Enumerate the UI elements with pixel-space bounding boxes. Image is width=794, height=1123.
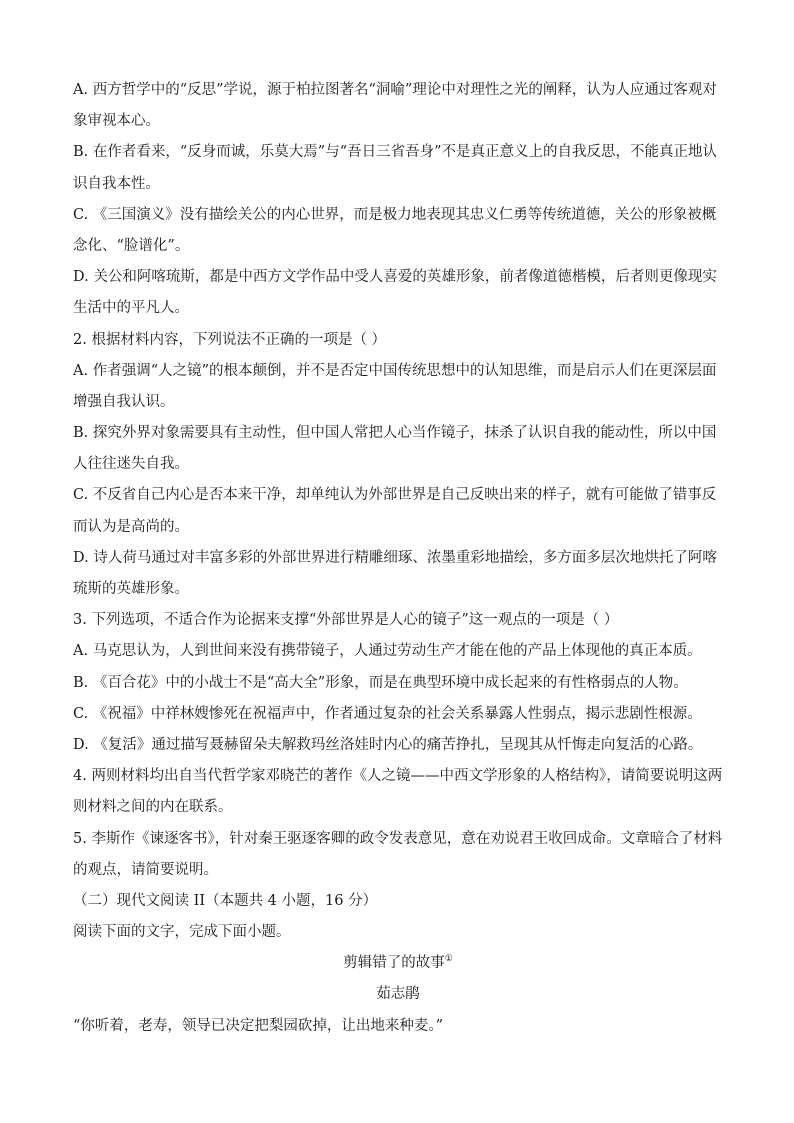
- document-body: [73, 75, 723, 1042]
- text-line: 琉斯的英雄形象。: [73, 581, 189, 597]
- question-2-stem: 2. 根据材料内容，下列说法不正确的一项是（ ）: [73, 331, 387, 348]
- text-line: 象审视本心。: [73, 113, 160, 130]
- text-line: B. 《百合花》中的小战士不是“高大全”形象，而是在典型环境中成长起来的有性格弱点的人物。: [73, 674, 688, 691]
- question-5-stem: 5. 李斯作《谏逐客书》，针对秦王驱逐客卿的政令发表意见，意在劝说君王收回成命。文章暗合了材料: [73, 830, 723, 847]
- text-line: C. 不反省自己内心是否本来干净，却单纯认为外部世界是自己反映出来的样子，就有可能做了错事反: [73, 487, 717, 504]
- text-line: C. 《祝福》中祥林嫂惨死在祝福声中，作者通过复杂的社会关系暴露人性弱点，揭示悲剧性根源。: [73, 705, 702, 722]
- text-line: 的观点，请简要说明。: [73, 861, 218, 878]
- text-line: 而认为是高尚的。: [73, 518, 189, 535]
- text-line: 识自我本性。: [73, 175, 160, 192]
- text-line: A. 西方哲学中的“反思”学说，源于柏拉图著名“洞喻”理论中对理性之光的阐释，认为人应通过客观对: [73, 82, 717, 98]
- text-line: C. 《三国演义》没有描绘关公的内心世界，而是极力地表现其忠义仁勇等传统道德，关公的形象被概: [73, 206, 717, 223]
- text-line: D. 诗人荷马通过对丰富多彩的外部世界进行精雕细琢、浓墨重彩地描绘，多方面多层次地烘托了阿喀: [73, 549, 717, 566]
- text-line: 念化、“脸谱化”。: [73, 237, 190, 254]
- section-heading: （二）现代文阅读 II（本题共 4 小题，16 分）: [73, 892, 378, 909]
- footnote-mark: ①: [444, 954, 453, 965]
- text-line: A. 马克思认为，人到世间来没有携带镜子，人通过劳动生产才能在他的产品上体现他的真正本质。: [73, 643, 702, 660]
- text-line: 人往往迷失自我。: [73, 456, 189, 473]
- question-4-stem: 4. 两则材料均出自当代哲学家邓晓芒的著作《人之镜——中西文学形象的人格结构》，请简要说明这两: [73, 768, 723, 785]
- story-author: 茹志鹃: [376, 986, 420, 1003]
- story-title: 剪辑错了的故事: [343, 955, 445, 972]
- text-line: B. 探究外界对象需要具有主动性，但中国人常把人心当作镜子，抹杀了认识自我的能动性，所以中国: [73, 425, 717, 442]
- text-line: 增强自我认识。: [73, 393, 175, 410]
- text-line: 生活中的平凡人。: [73, 300, 189, 317]
- story-title-line: [73, 948, 723, 979]
- instruction-line: 阅读下面的文字，完成下面小题。: [73, 924, 291, 941]
- story-first-line: “你听着，老寿，领导已决定把梨园砍掉，让出地来种麦。”: [73, 1017, 444, 1034]
- text-line: A. 作者强调“人之镜”的根本颠倒，并不是否定中国传统思想中的认知思维，而是启示人们在更深层面: [73, 362, 717, 379]
- text-line: D. 关公和阿喀琉斯，都是中西方文学作品中受人喜爱的英雄形象，前者像道德楷模，后者则更像现实: [73, 269, 717, 286]
- question-3-stem: 3. 下列选项，不适合作为论据来支撑“外部世界是人心的镜子”这一观点的一项是（ ）: [73, 612, 619, 629]
- text-line: D. 《复活》通过描写聂赫留朵夫解救玛丝洛娃时内心的痛苦挣扎，呈现其从忏悔走向复活的心路。: [73, 736, 703, 753]
- text-line: B. 在作者看来，“反身而诚，乐莫大焉”与“吾日三省吾身”不是真正意义上的自我反思，不能真正地认: [73, 144, 718, 161]
- text-line: 则材料之间的内在联系。: [73, 799, 233, 816]
